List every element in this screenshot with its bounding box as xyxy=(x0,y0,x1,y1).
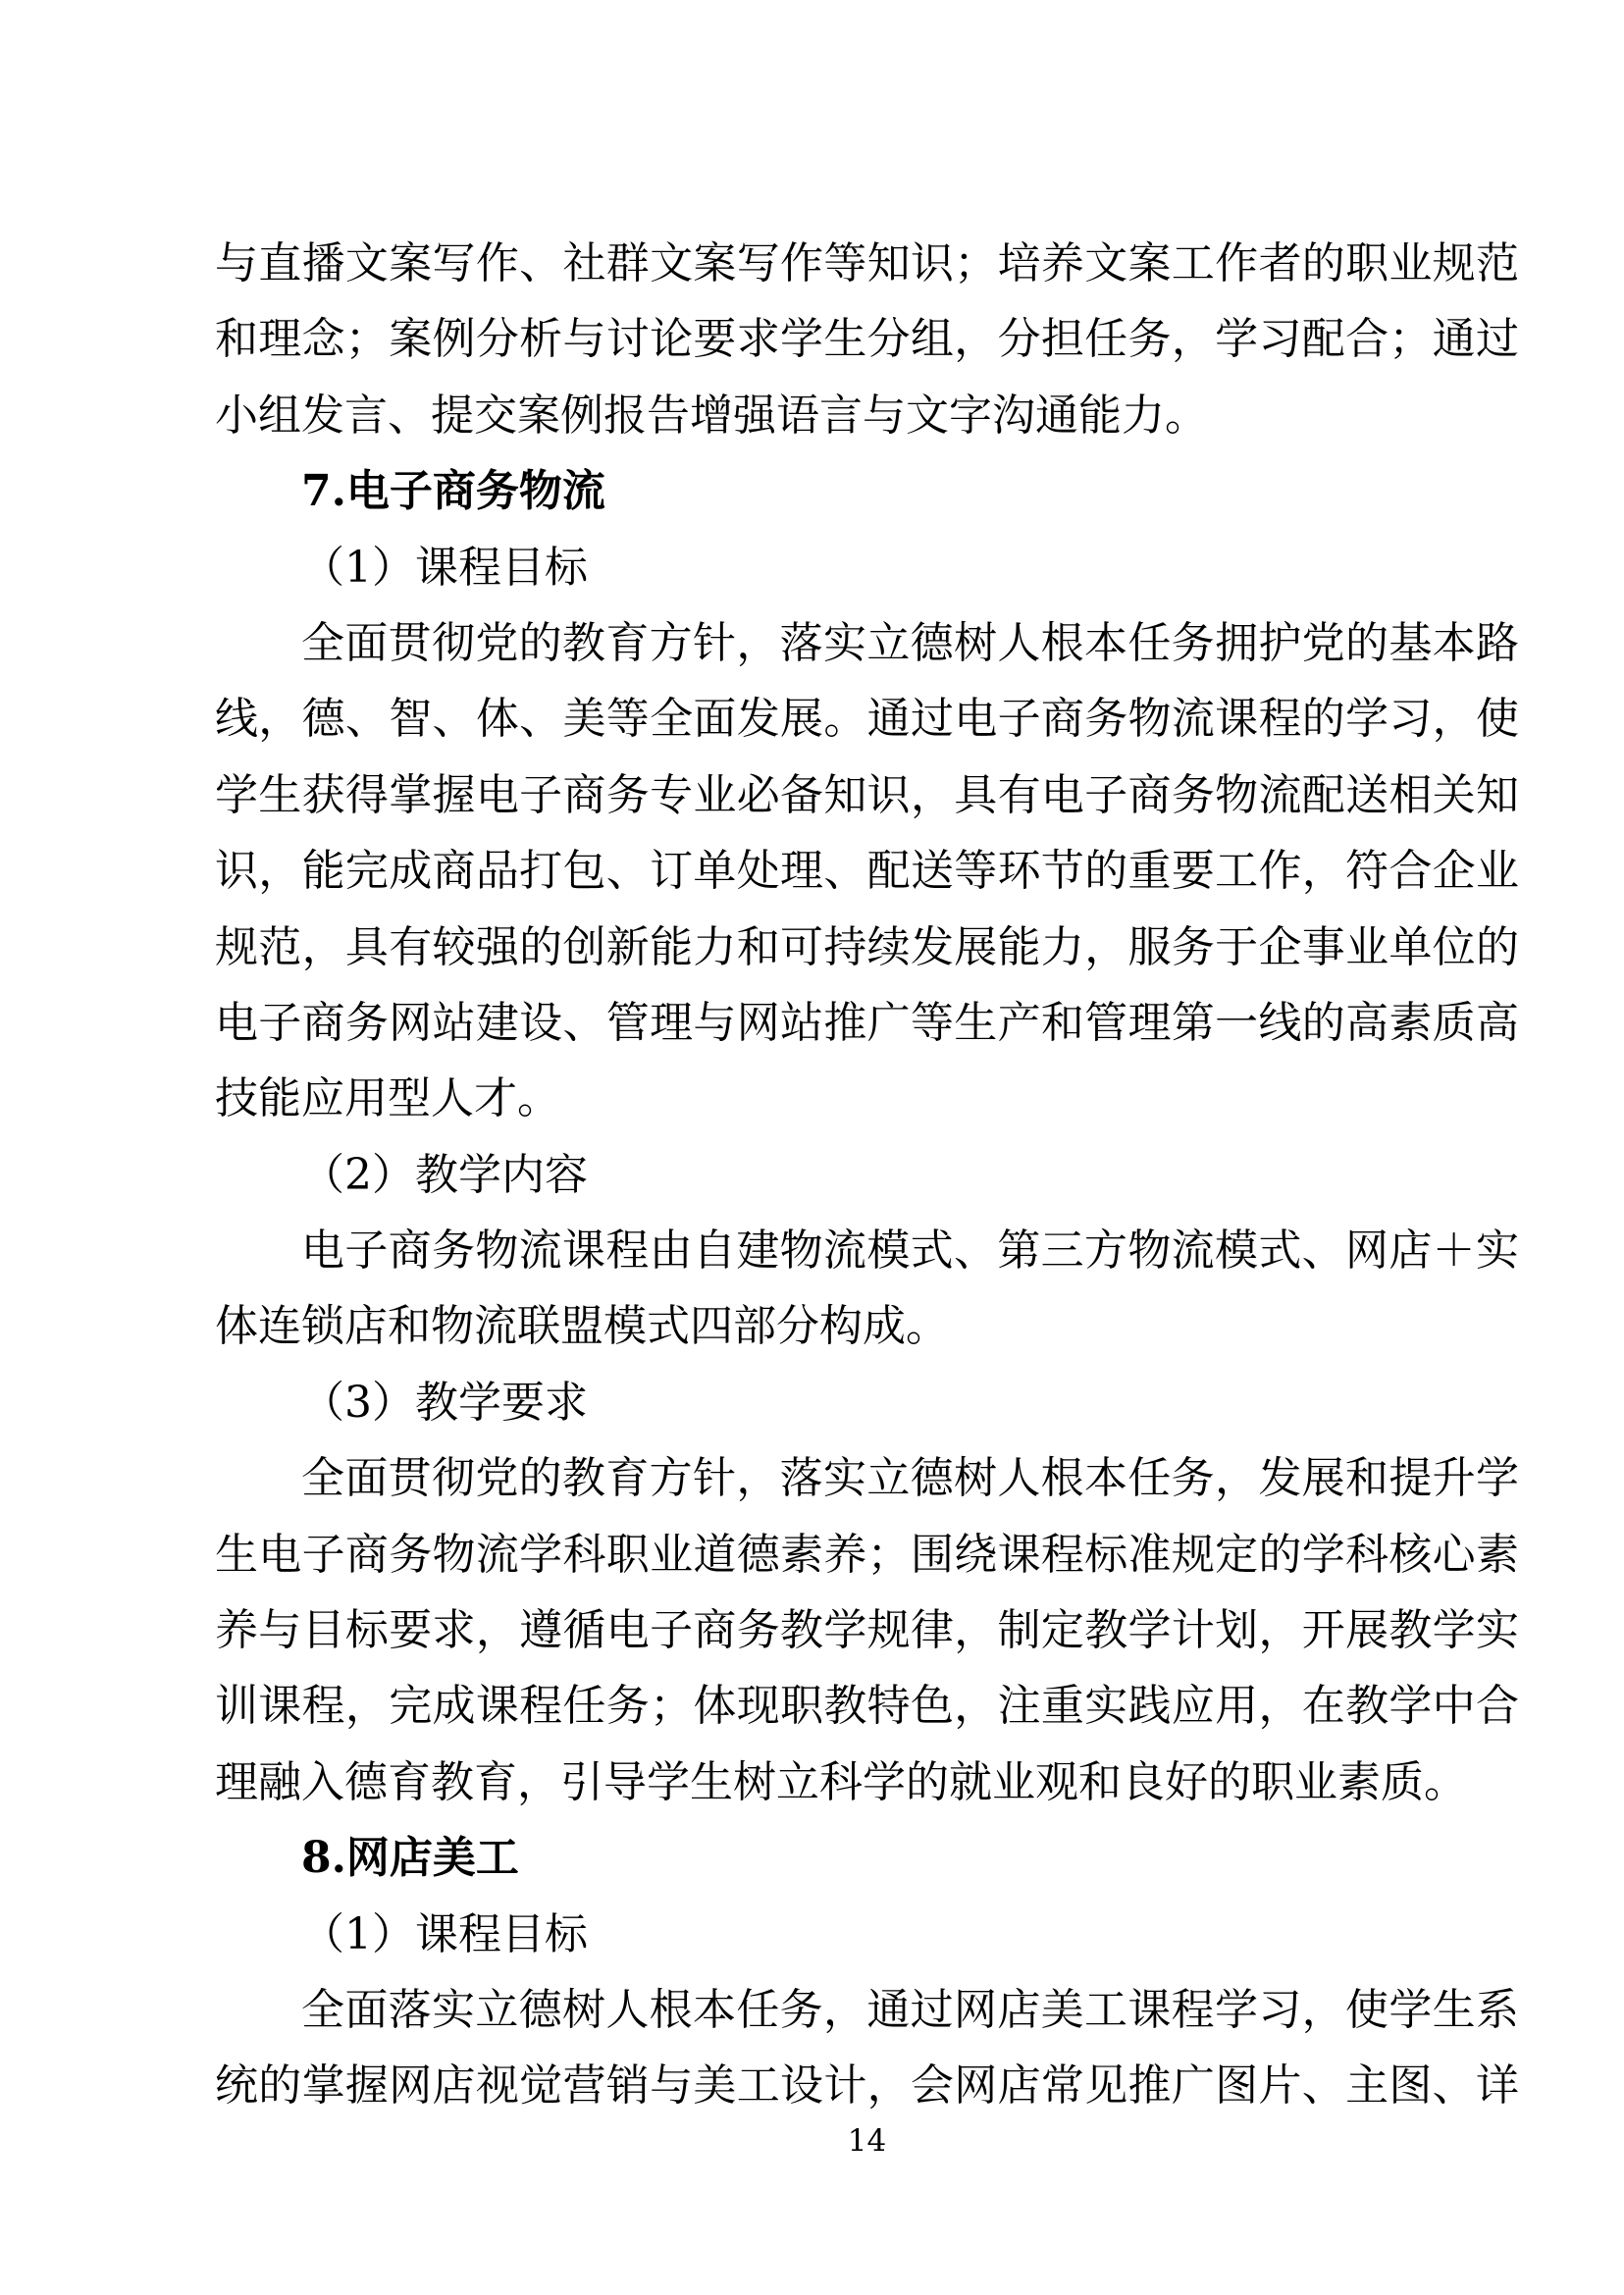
paragraph-line: 规范，具有较强的创新能力和可持续发展能力，服务于企事业单位的 xyxy=(215,921,1519,972)
document-text-block xyxy=(215,226,1519,2124)
subheading-3-teaching-requirements: （3）教学要求 xyxy=(301,1377,588,1428)
subheading-1-course-objectives: （1）课程目标 xyxy=(301,1908,588,1959)
paragraph-line: 技能应用型人才。 xyxy=(215,1073,560,1124)
paragraph-line: 学生获得掌握电子商务专业必备知识，具有电子商务物流配送相关知 xyxy=(215,769,1519,820)
paragraph-line: 生电子商务物流学科职业道德素养；围绕课程标准规定的学科核心素 xyxy=(215,1529,1519,1580)
subheading-2-teaching-content: （2）教学内容 xyxy=(301,1149,588,1200)
paragraph-line: 训课程，完成课程任务；体现职教特色，注重实践应用，在教学中合 xyxy=(215,1681,1519,1732)
page-number: 14 xyxy=(847,2123,887,2159)
paragraph-line: 体连锁店和物流联盟模式四部分构成。 xyxy=(215,1301,949,1352)
paragraph-line: 统的掌握网店视觉营销与美工设计，会网店常见推广图片、主图、详 xyxy=(215,2060,1519,2112)
paragraph-line: 和理念；案例分析与讨论要求学生分组，分担任务，学习配合；通过 xyxy=(215,314,1519,365)
paragraph-line: 全面落实立德树人根本任务，通过网店美工课程学习，使学生系 xyxy=(301,1984,1519,2035)
heading-8-online-store-art-design: 8.网店美工 xyxy=(301,1833,519,1884)
paragraph-line: 识，能完成商品打包、订单处理、配送等环节的重要工作，符合企业 xyxy=(215,846,1519,897)
paragraph-line: 养与目标要求，遵循电子商务教学规律，制定教学计划，开展教学实 xyxy=(215,1605,1519,1656)
paragraph-line: 小组发言、提交案例报告增强语言与文字沟通能力。 xyxy=(215,390,1208,441)
paragraph-line: 电子商务物流课程由自建物流模式、第三方物流模式、网店＋实 xyxy=(301,1226,1519,1277)
paragraph-line: 全面贯彻党的教育方针，落实立德树人根本任务，发展和提升学 xyxy=(301,1453,1519,1504)
heading-7-ecommerce-logistics: 7.电子商务物流 xyxy=(301,466,605,517)
paragraph-line: 全面贯彻党的教育方针，落实立德树人根本任务拥护党的基本路 xyxy=(301,617,1519,668)
paragraph-line: 理融入德育教育，引导学生树立科学的就业观和良好的职业素质。 xyxy=(215,1756,1467,1807)
paragraph-line: 与直播文案写作、社群文案写作等知识；培养文案工作者的职业规范 xyxy=(215,238,1519,288)
paragraph-line: 线，德、智、体、美等全面发展。通过电子商务物流课程的学习，使 xyxy=(215,694,1519,745)
paragraph-line: 电子商务网站建设、管理与网站推广等生产和管理第一线的高素质高 xyxy=(215,997,1519,1048)
subheading-1-course-objectives: （1）课程目标 xyxy=(301,542,588,593)
